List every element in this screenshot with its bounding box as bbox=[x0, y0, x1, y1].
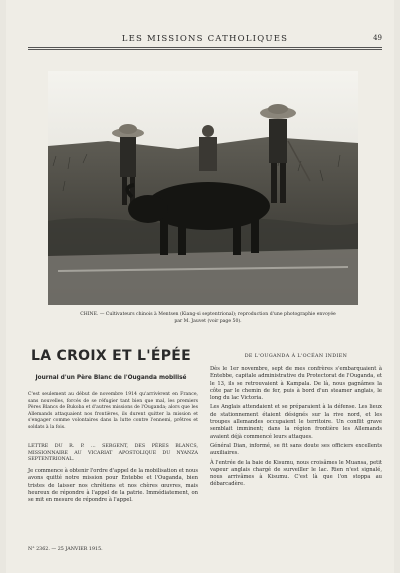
paragraph: Les Anglais attendaient et se préparaient à la défense. Les lieux de stationnement étaient désignés sur la rive nord, et les troupes allemandes occupaient le territoire. Un conflit grave semblait imminent; dans la région frontière les Allemands avaient déjà commencé leurs attaques. bbox=[210, 404, 382, 440]
article-subtitle: Journal d'un Père Blanc de l'Ouganda mobilisé bbox=[35, 375, 187, 381]
article-body: Je commence à obtenir l'ordre d'appel de la mobilisation et nous avons quitté notre mission pour Entebbe et l'Ouganda, bien tristes de laisser nos chrétiens et nos chères œuvres, mais heureux de répondre à l'appel de la patrie. Immédiatement, on se mit en mesure de répondre à l'appel. bbox=[28, 468, 198, 504]
section-heading: DE L'OUGANDA À L'OCÉAN INDIEN bbox=[244, 354, 348, 359]
paragraph: Général Dian, informé, se fit sans doute ses officiers excellents auxiliaires. bbox=[210, 442, 382, 457]
paragraph: À l'entrée de la baie de Kisumu, nous croisâmes le Muansa, petit vapeur anglais chargé de surveiller le lac. Rien n'est signalé, nous arrivâmes à Kisumu. C'est là que l'on stoppa au débarcadère. bbox=[210, 459, 382, 488]
issue-footer: N° 2362. — 25 JANVIER 1915. bbox=[28, 547, 103, 552]
running-title: LES MISSIONS CATHOLIQUES bbox=[121, 34, 289, 44]
right-column bbox=[210, 366, 382, 489]
running-header bbox=[28, 34, 382, 46]
article-title: LA CROIX ET L'ÉPÉE bbox=[30, 348, 191, 364]
page-number: 49 bbox=[373, 34, 382, 42]
header-rule bbox=[28, 47, 382, 48]
letter-header: LETTRE DU R. P. ... SERGENT, DES PÈRES BLANCS, MISSIONNAIRE AU VICARIAT APOSTOLIQUE DU NYANZA SEPTENTRIONAL. bbox=[28, 444, 198, 462]
photo-caption: CHINE. — Cultivateurs chinois à Mentsen (Kiang-si septentrional); reproduction d'une photographie envoyée par M. Jauvet (voir page 50). bbox=[80, 312, 336, 324]
header-rule-thin bbox=[28, 49, 382, 50]
photograph bbox=[48, 71, 358, 305]
article-intro: C'est seulement au début de novembre 1914 qu'arrivèrent en France, sans nouvelles, forcés de se réfugier tant bien que mal, les premiers Pères Blancs de Bukoba et d'autres missions de l'Ouganda; alors que les Allemands attaquaient nos frontières, ils durent quitter la mission et s'engager comme volontaires dans la lutte contre l'ennemi, prêtres et soldats à la fois. bbox=[28, 392, 198, 430]
paragraph: Dès le 1er novembre, sept de mes confrères s'embarquaient à Entebbe, capitale administrative du Protectorat de l'Ouganda, et le 13, ils se retrouvaient à Kampala. De là, nous gagnâmes la côte par le chemin de fer, puis à bord d'un steamer anglais, le long du lac Victoria. bbox=[210, 366, 382, 402]
